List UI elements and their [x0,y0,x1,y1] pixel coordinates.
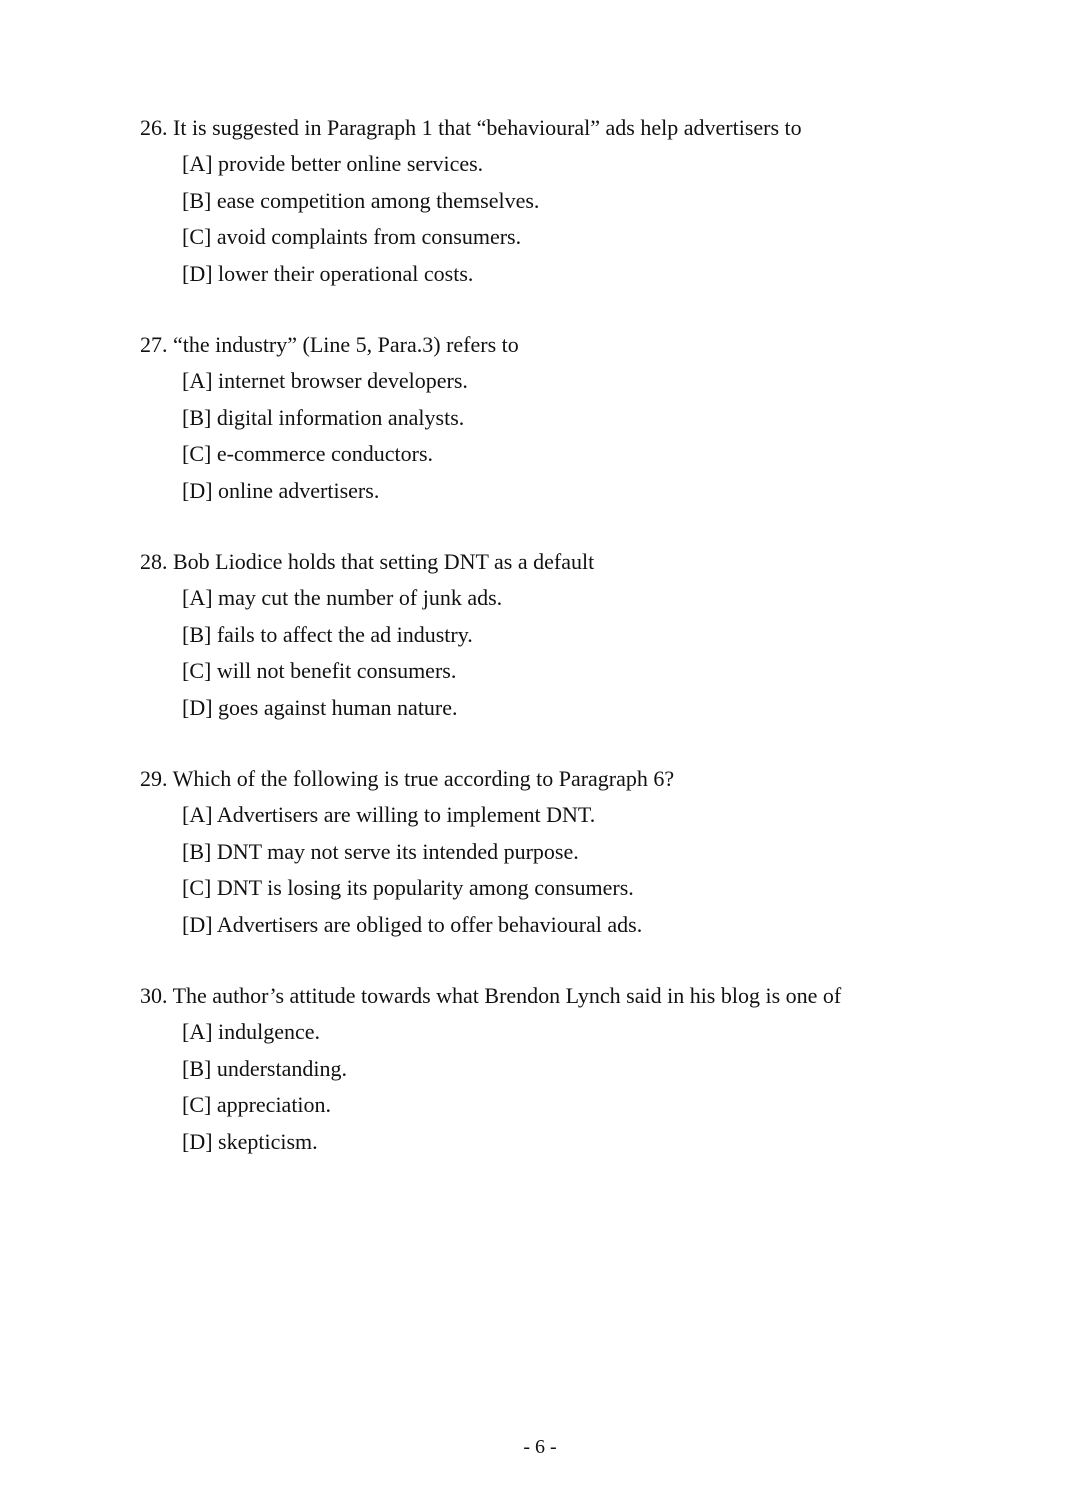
option-c: [C] e-commerce conductors. [182,441,434,466]
question-stem: 27. “the industry” (Line 5, Para.3) refers to [140,332,519,357]
option-a: [A] may cut the number of junk ads. [182,585,503,610]
option-c: [C] DNT is losing its popularity among consumers. [182,875,634,900]
page-number: - 6 - [523,1436,557,1458]
option-a: [A] Advertisers are willing to implement DNT. [182,802,596,827]
question-stem: 29. Which of the following is true according to Paragraph 6? [140,766,675,791]
option-list [140,1014,1020,1160]
option-c: [C] appreciation. [182,1092,332,1117]
option-b: [B] ease competition among themselves. [182,187,540,213]
question-28 [140,544,1020,726]
option-list [140,363,1020,509]
question-26 [140,110,1020,292]
option-list [140,797,1020,943]
question-list [140,110,1020,1195]
option-a: [A] internet browser developers. [182,368,468,393]
option-a: [A] indulgence. [182,1019,321,1044]
option-d: [D] lower their operational costs. [182,260,474,286]
option-b: [B] DNT may not serve its intended purpose. [182,838,579,864]
option-a: [A] provide better online services. [182,151,484,176]
option-d: [D] online advertisers. [182,477,380,503]
option-b: [B] fails to affect the ad industry. [182,621,473,647]
option-b: [B] digital information analysts. [182,404,465,430]
question-27 [140,327,1020,509]
option-d: [D] Advertisers are obliged to offer behavioural ads. [182,911,643,937]
question-stem: 26. It is suggested in Paragraph 1 that “behavioural” ads help advertisers to [140,115,802,140]
option-c: [C] will not benefit consumers. [182,658,457,683]
question-30 [140,978,1020,1160]
question-stem: 30. The author’s attitude towards what Brendon Lynch said in his blog is one of [140,983,842,1008]
option-list [140,146,1020,292]
question-29 [140,761,1020,943]
option-c: [C] avoid complaints from consumers. [182,224,522,249]
question-stem: 28. Bob Liodice holds that setting DNT as a default [140,549,595,574]
option-b: [B] understanding. [182,1055,347,1081]
option-list [140,580,1020,726]
option-d: [D] goes against human nature. [182,694,458,720]
option-d: [D] skepticism. [182,1128,318,1154]
